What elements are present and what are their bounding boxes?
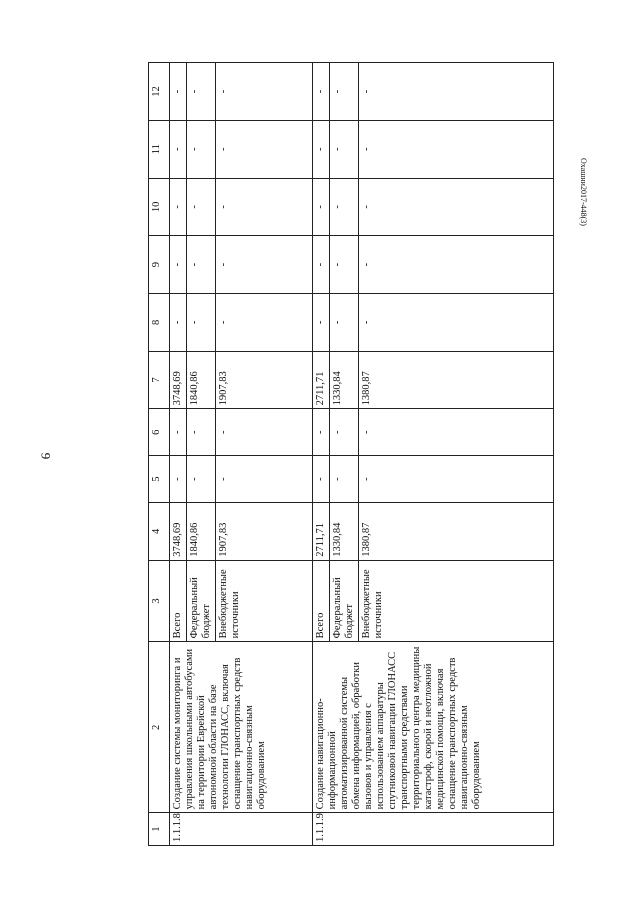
value-cell: - bbox=[170, 293, 187, 351]
value-cell: 1330,84 bbox=[330, 503, 359, 561]
value-cell: - bbox=[187, 456, 216, 503]
header-cell: 11 bbox=[149, 120, 170, 178]
value-cell: - bbox=[170, 178, 187, 236]
header-cell: 3 bbox=[149, 560, 170, 642]
value-cell: - bbox=[359, 120, 554, 178]
funding-source: Внебюджетные источники bbox=[359, 560, 554, 642]
value-cell: - bbox=[187, 178, 216, 236]
item-name: Создание навигационно-информационной автоматизированной системы обмена информацией, обработки вызовов и управления с использованием аппаратуры спутниковой навигации ГЛОНАСС транспортными средствами территориального центра медицины катастроф, скорой и неотложной медицинской помощи, включая оснащение транспортных средств навигационно-связным оборудованием bbox=[313, 642, 554, 813]
value-cell: 1840,86 bbox=[187, 351, 216, 409]
value-cell: 2711,71 bbox=[313, 503, 330, 561]
item-name: Создание системы мониторинга и управления школьными автобусами на территории Еврейской автономной области на базе технологии ГЛОНАСС, включая оснащение транспортных средств навигационно-связным оборудованием bbox=[170, 642, 313, 813]
header-cell: 12 bbox=[149, 63, 170, 121]
value-cell: - bbox=[313, 456, 330, 503]
value-cell: - bbox=[216, 409, 313, 456]
header-cell: 10 bbox=[149, 178, 170, 236]
value-cell: - bbox=[216, 63, 313, 121]
value-cell: - bbox=[359, 456, 554, 503]
value-cell: - bbox=[170, 456, 187, 503]
header-cell: 5 bbox=[149, 456, 170, 503]
header-cell: 9 bbox=[149, 236, 170, 294]
value-cell: - bbox=[359, 63, 554, 121]
value-cell: - bbox=[313, 293, 330, 351]
value-cell: - bbox=[313, 120, 330, 178]
table-row bbox=[313, 63, 330, 846]
value-cell: - bbox=[359, 409, 554, 456]
value-cell: - bbox=[330, 120, 359, 178]
header-row bbox=[149, 63, 170, 846]
value-cell: - bbox=[330, 456, 359, 503]
value-cell: 1907,83 bbox=[216, 503, 313, 561]
value-cell: 1330,84 bbox=[330, 351, 359, 409]
value-cell: - bbox=[187, 409, 216, 456]
funding-source: Всего bbox=[170, 560, 187, 642]
value-cell: - bbox=[330, 178, 359, 236]
value-cell: - bbox=[187, 293, 216, 351]
value-cell: - bbox=[313, 409, 330, 456]
header-cell: 4 bbox=[149, 503, 170, 561]
value-cell: 3748,69 bbox=[170, 503, 187, 561]
value-cell: - bbox=[313, 178, 330, 236]
value-cell: - bbox=[359, 178, 554, 236]
header-cell: 8 bbox=[149, 293, 170, 351]
value-cell: - bbox=[170, 236, 187, 294]
table-container bbox=[148, 62, 640, 846]
value-cell: 3748,69 bbox=[170, 351, 187, 409]
value-cell: - bbox=[313, 63, 330, 121]
value-cell: - bbox=[187, 63, 216, 121]
value-cell: - bbox=[216, 236, 313, 294]
header-cell: 7 bbox=[149, 351, 170, 409]
header-cell: 6 bbox=[149, 409, 170, 456]
value-cell: - bbox=[170, 120, 187, 178]
footer-code: Охашни2017-448(3) bbox=[579, 158, 588, 226]
item-code: 1.1.1.8 bbox=[170, 813, 313, 846]
header-cell: 2 bbox=[149, 642, 170, 813]
value-cell: 1380,87 bbox=[359, 503, 554, 561]
value-cell: - bbox=[170, 63, 187, 121]
value-cell: - bbox=[359, 236, 554, 294]
value-cell: - bbox=[313, 236, 330, 294]
funding-source: Федеральный бюджет bbox=[330, 560, 359, 642]
item-code: 1.1.1.9 bbox=[313, 813, 554, 846]
value-cell: - bbox=[187, 120, 216, 178]
value-cell: - bbox=[216, 293, 313, 351]
funding-source: Всего bbox=[313, 560, 330, 642]
value-cell: 1380,87 bbox=[359, 351, 554, 409]
value-cell: - bbox=[216, 456, 313, 503]
value-cell: - bbox=[330, 409, 359, 456]
value-cell: 1907,83 bbox=[216, 351, 313, 409]
budget-table bbox=[148, 62, 554, 846]
value-cell: - bbox=[216, 120, 313, 178]
value-cell: - bbox=[359, 293, 554, 351]
page-number: 9 bbox=[38, 452, 54, 460]
value-cell: - bbox=[330, 293, 359, 351]
value-cell: - bbox=[170, 409, 187, 456]
value-cell: - bbox=[330, 63, 359, 121]
value-cell: - bbox=[187, 236, 216, 294]
funding-source: Внебюджетные источники bbox=[216, 560, 313, 642]
table-row bbox=[170, 63, 187, 846]
value-cell: - bbox=[216, 178, 313, 236]
header-cell: 1 bbox=[149, 813, 170, 846]
value-cell: 2711,71 bbox=[313, 351, 330, 409]
value-cell: - bbox=[330, 236, 359, 294]
funding-source: Федеральный бюджет bbox=[187, 560, 216, 642]
value-cell: 1840,86 bbox=[187, 503, 216, 561]
